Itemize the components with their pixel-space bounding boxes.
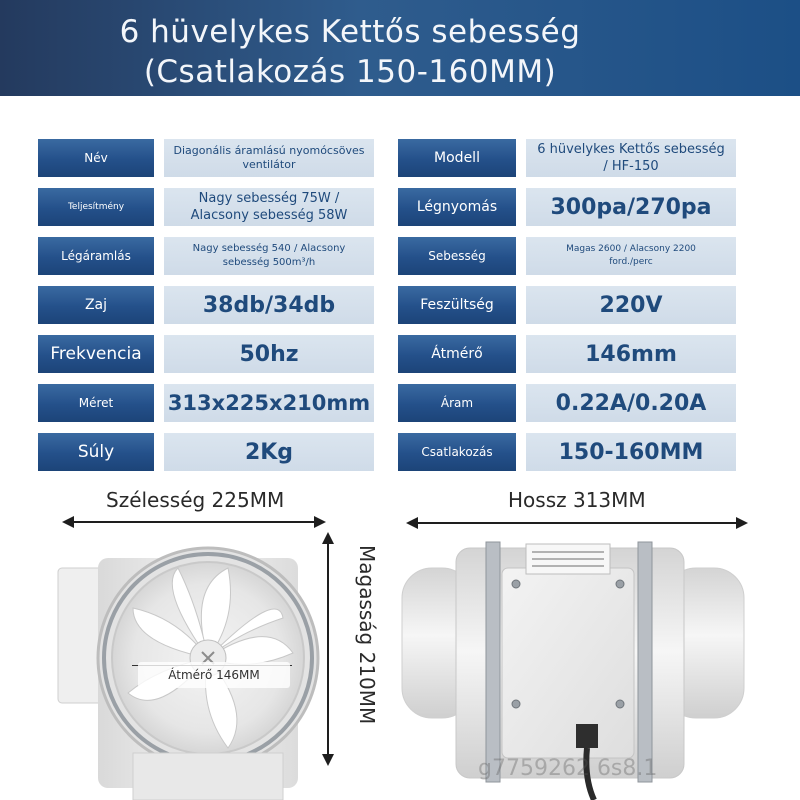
- height-label: Magasság 210MM: [355, 545, 379, 725]
- spec-label-sebesseg: Sebesség: [398, 237, 516, 275]
- spec-label-modell: Modell: [398, 139, 516, 177]
- title-line-1: 6 hüvelykes Kettős sebesség: [119, 14, 581, 50]
- spec-value-nev: Diagonális áramlású nyomócsöves ventilátor: [164, 139, 374, 177]
- width-arrow: [64, 521, 324, 523]
- spec-value-csatlakozas: 150-160MM: [526, 433, 736, 471]
- spec-label-legnyomas: Légnyomás: [398, 188, 516, 226]
- spec-label-legaramlas: Légáramlás: [38, 237, 154, 275]
- spec-label-meret: Méret: [38, 384, 154, 422]
- watermark: g7759262 6s8.1: [478, 756, 658, 781]
- spec-value-modell: 6 hüvelykes Kettős sebesség / HF-150: [526, 139, 736, 177]
- spec-label-frekvencia: Frekvencia: [38, 335, 154, 373]
- spec-label-atmero: Átmérő: [398, 335, 516, 373]
- spec-value-suly: 2Kg: [164, 433, 374, 471]
- title-line-2: (Csatlakozás 150-160MM): [143, 54, 557, 90]
- spec-value-feszultseg: 220V: [526, 286, 736, 324]
- spec-value-frekvencia: 50hz: [164, 335, 374, 373]
- spec-value-teljesitmeny: Nagy sebesség 75W / Alacsony sebesség 58W: [164, 188, 374, 226]
- spec-value-legaramlas: Nagy sebesség 540 / Alacsony sebesség 500m³/h: [164, 237, 374, 275]
- spec-value-legnyomas: 300pa/270pa: [526, 188, 736, 226]
- spec-label-feszultseg: Feszültség: [398, 286, 516, 324]
- spec-label-aram: Áram: [398, 384, 516, 422]
- spec-label-csatlakozas: Csatlakozás: [398, 433, 516, 471]
- spec-value-sebesseg: Magas 2600 / Alacsony 2200 ford./perc: [526, 237, 736, 275]
- spec-value-atmero: 146mm: [526, 335, 736, 373]
- spec-label-nev: Név: [38, 139, 154, 177]
- spec-value-meret: 313x225x210mm: [164, 384, 374, 422]
- spec-label-zaj: Zaj: [38, 286, 154, 324]
- width-label: Szélesség 225MM: [106, 488, 285, 512]
- diameter-label: Átmérő 146MM: [138, 662, 290, 688]
- spec-value-zaj: 38db/34db: [164, 286, 374, 324]
- length-label: Hossz 313MM: [508, 488, 646, 512]
- spec-value-aram: 0.22A/0.20A: [526, 384, 736, 422]
- length-arrow: [408, 522, 746, 524]
- spec-label-teljesitmeny: Teljesítmény: [38, 188, 154, 226]
- spec-label-suly: Súly: [38, 433, 154, 471]
